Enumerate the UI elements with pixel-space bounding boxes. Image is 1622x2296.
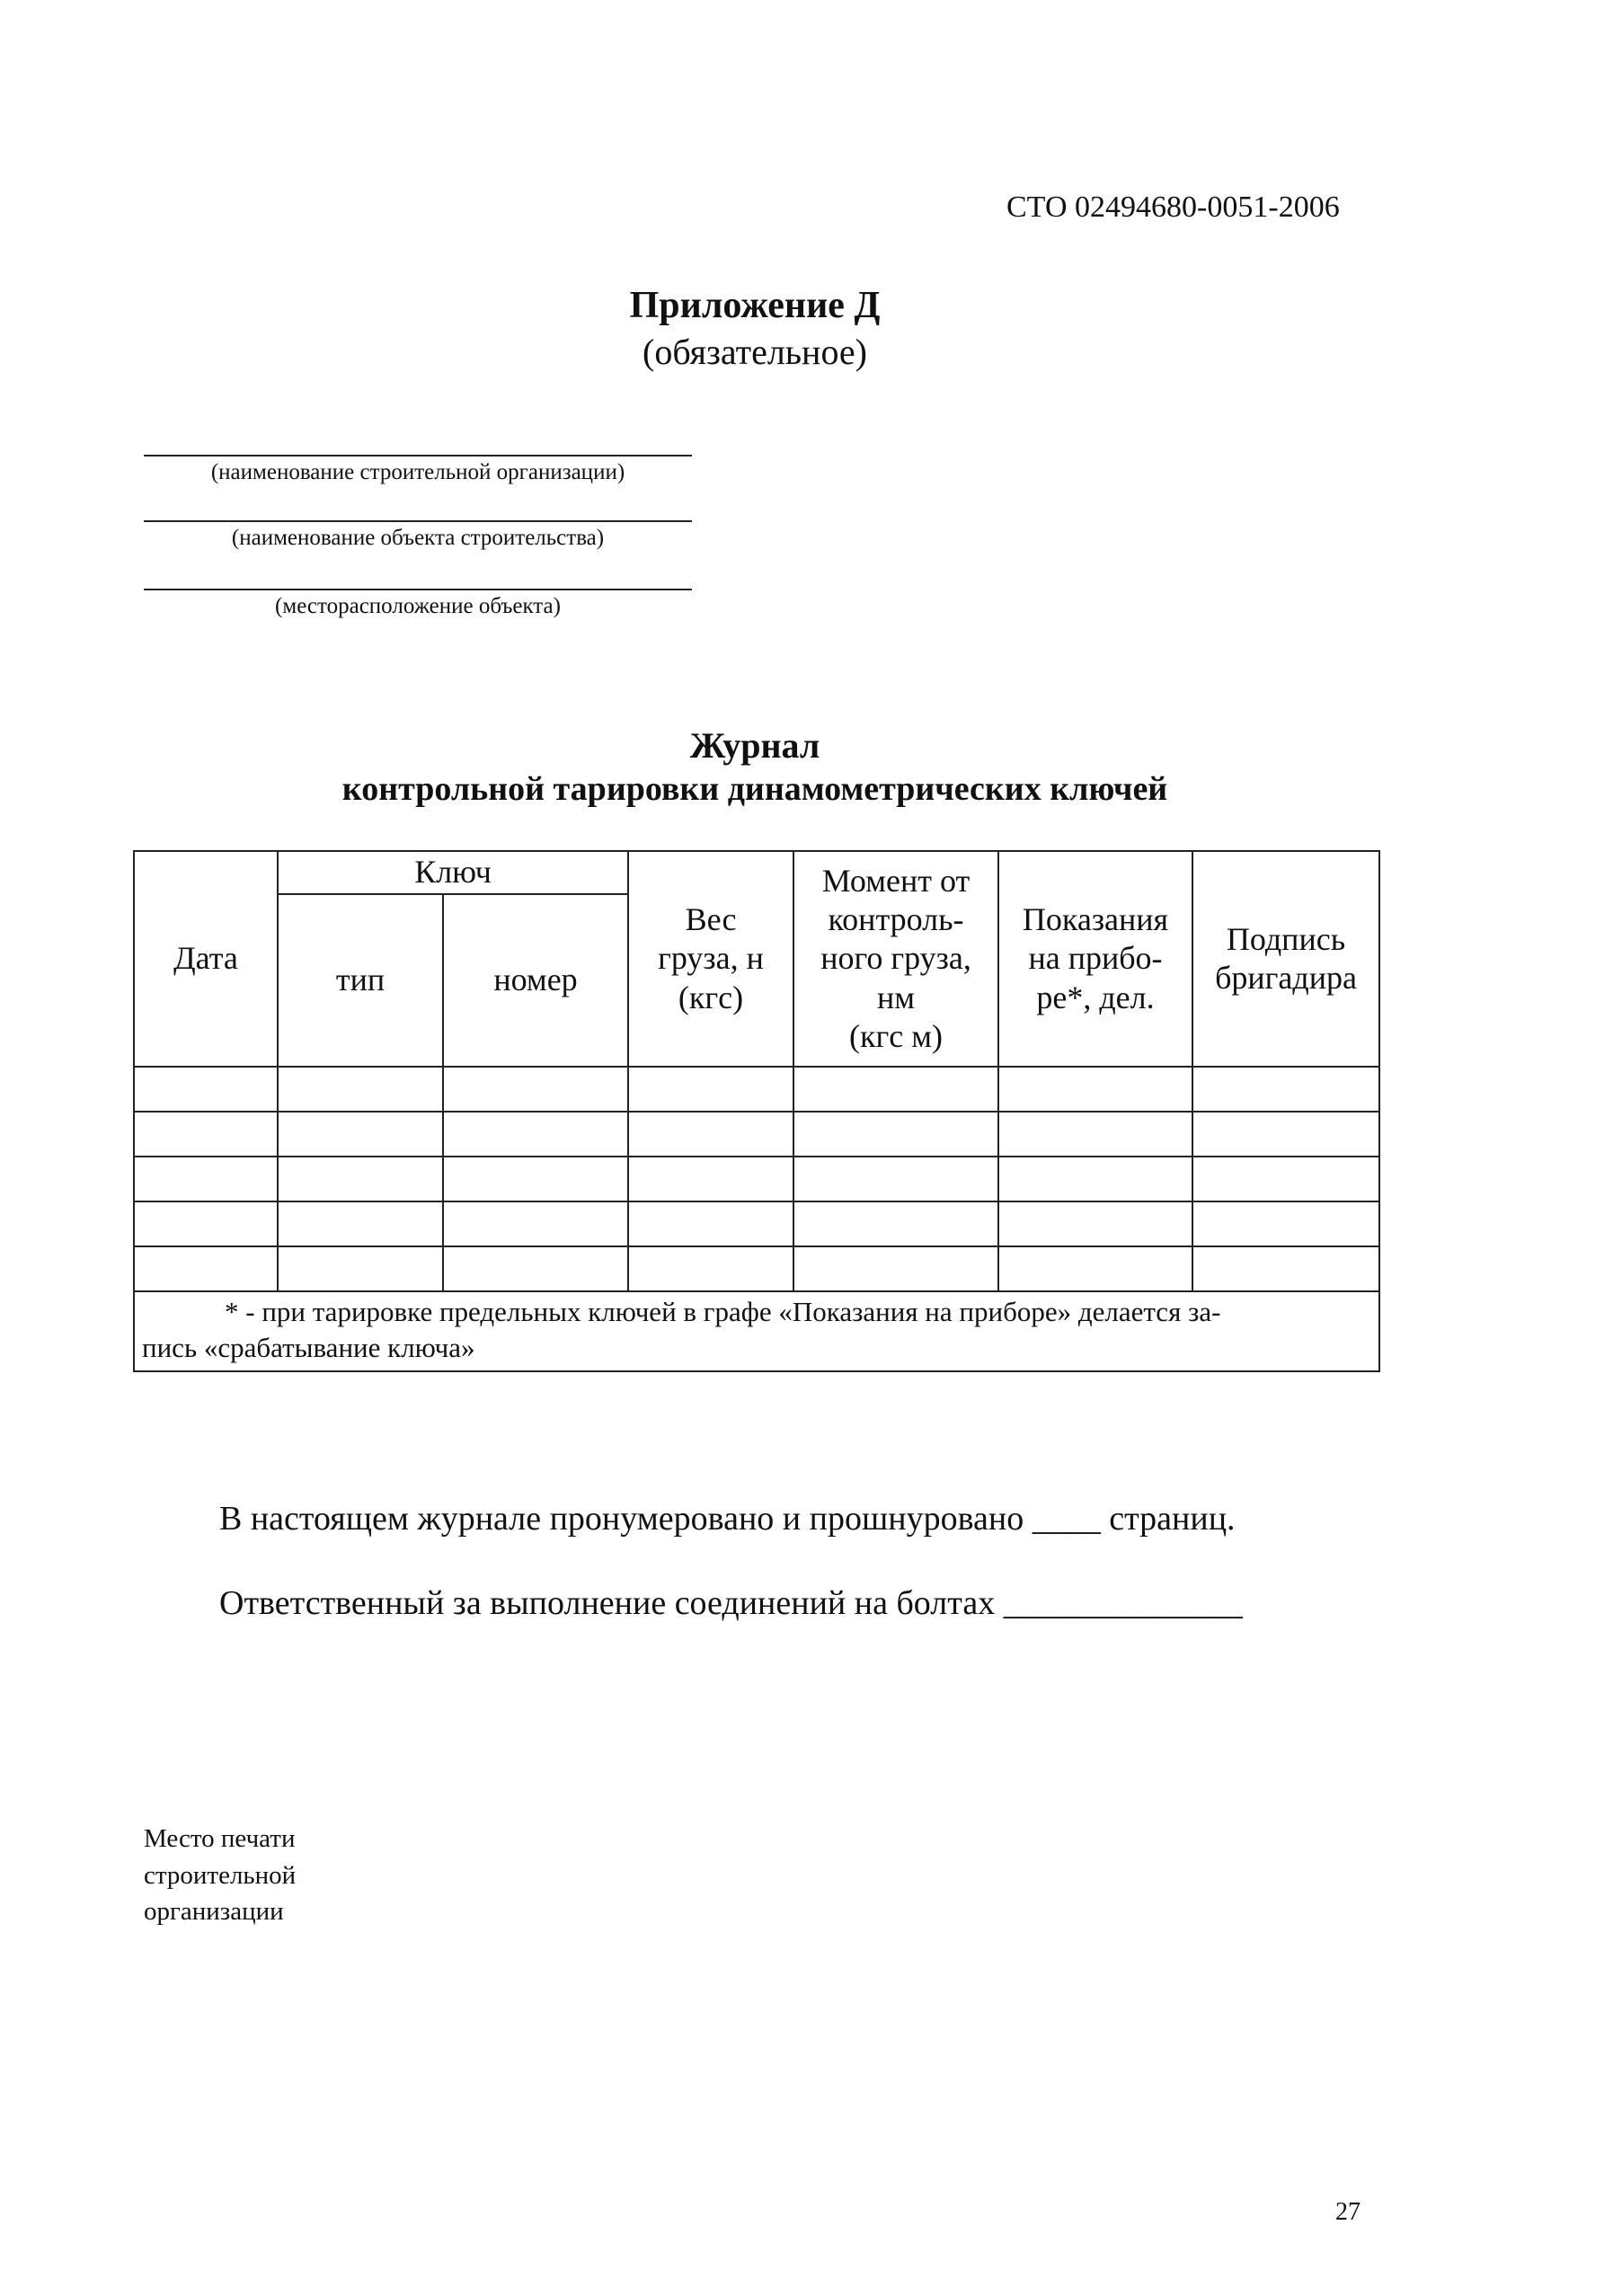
pages-statement: В настоящем журнале пронумеровано и прошнуровано ____ страниц. <box>219 1500 1236 1538</box>
header-reading: Показания на прибо- ре*, дел. <box>998 851 1192 1067</box>
table-row <box>134 1157 1379 1201</box>
appendix-status: (обязательное) <box>643 332 867 372</box>
table-row <box>134 1112 1379 1157</box>
object-name-line <box>144 520 692 522</box>
header-moment: Момент от контроль- ного груза, нм (кгс м) <box>793 851 998 1067</box>
responsible-statement: Ответственный за выполнение соединений на болтах ______________ <box>219 1584 1243 1622</box>
header-weight: Вес груза, н (кгс) <box>628 851 793 1067</box>
journal-subtitle: контрольной тарировки динамометрических ключей <box>341 770 1168 808</box>
header-signature: Подпись бригадира <box>1192 851 1379 1067</box>
table-row <box>134 1201 1379 1246</box>
pages-count-blank: ____ <box>1032 1500 1101 1538</box>
header-key: Ключ <box>278 851 628 894</box>
responsible-signature-blank: ______________ <box>1003 1584 1243 1622</box>
header-date: Дата <box>134 851 278 1067</box>
header-key-type: тип <box>278 894 443 1067</box>
table-row <box>134 1067 1379 1112</box>
table-row <box>134 1246 1379 1291</box>
object-location-line <box>144 589 692 590</box>
table-footnote: * - при тарировке предельных ключей в графе «Показания на приборе» делается за- пись «срабатывание ключа» <box>134 1291 1379 1371</box>
stamp-place: Место печати строительной организации <box>144 1824 297 1927</box>
object-name-caption: (наименование объекта строительства) <box>231 526 605 550</box>
appendix-title: Приложение Д <box>629 285 881 326</box>
journal-title: Журнал <box>689 725 820 766</box>
calibration-log-table <box>133 850 1380 1372</box>
document-code: СТО 02494680-0051-2006 <box>1006 191 1340 224</box>
object-location-caption: (месторасположение объекта) <box>275 594 561 618</box>
organization-name-caption: (наименование строительной организации) <box>210 460 625 484</box>
page-number: 27 <box>1335 2198 1361 2226</box>
organization-name-line <box>144 455 692 457</box>
header-key-number: номер <box>443 894 628 1067</box>
